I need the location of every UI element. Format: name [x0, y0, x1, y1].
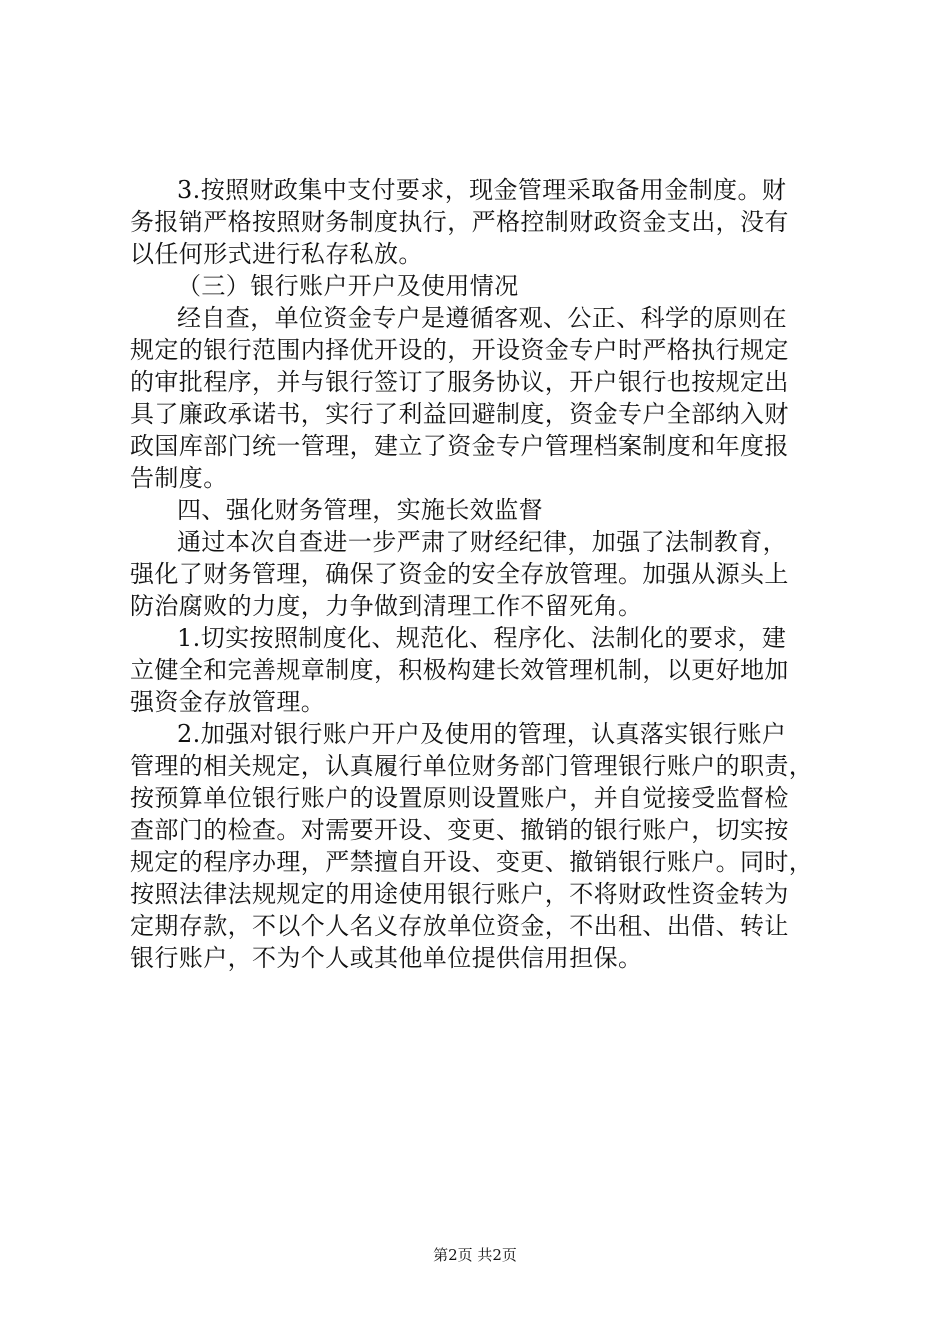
paragraph-line: 按照法律法规规定的用途使用银行账户，不将财政性资金转为 — [130, 880, 789, 908]
paragraph-line: 务报销严格按照财务制度执行，严格控制财政资金支出，没有 — [130, 208, 789, 236]
paragraph-line: 以任何形式进行私存私放。 — [130, 240, 423, 268]
paragraph-line: 防治腐败的力度，力争做到清理工作不留死角。 — [130, 592, 643, 620]
paragraph-line: 经自查，单位资金专户是遵循客观、公正、科学的原则在 — [177, 304, 787, 332]
paragraph-line: 立健全和完善规章制度，积极构建长效管理机制，以更好地加 — [130, 656, 789, 684]
paragraph-line: 银行账户，不为个人或其他单位提供信用担保。 — [130, 944, 643, 972]
section-heading: （三）银行账户开户及使用情况 — [177, 272, 519, 300]
paragraph-line: 3.按照财政集中支付要求，现金管理采取备用金制度。财 — [177, 176, 787, 204]
paragraph-line: 规定的银行范围内择优开设的，开设资金专户时严格执行规定 — [130, 336, 789, 364]
paragraph-line: 按预算单位银行账户的设置原则设置账户，并自觉接受监督检 — [130, 784, 789, 812]
paragraph-line: 规定的程序办理，严禁擅自开设、变更、撤销银行账户。同时， — [130, 848, 814, 876]
paragraph-line: 强资金存放管理。 — [130, 688, 326, 716]
paragraph-line: 告制度。 — [130, 464, 228, 492]
paragraph-line: 强化了财务管理，确保了资金的安全存放管理。加强从源头上 — [130, 560, 789, 588]
document-body — [130, 174, 840, 974]
paragraph-line: 查部门的检查。对需要开设、变更、撤销的银行账户，切实按 — [130, 816, 789, 844]
paragraph-line: 管理的相关规定，认真履行单位财务部门管理银行账户的职责， — [130, 752, 814, 780]
paragraph-line: 政国库部门统一管理，建立了资金专户管理档案制度和年度报 — [130, 432, 789, 460]
paragraph-line: 具了廉政承诺书，实行了利益回避制度，资金专户全部纳入财 — [130, 400, 789, 428]
paragraph-line: 1.切实按照制度化、规范化、程序化、法制化的要求，建 — [177, 624, 787, 652]
paragraph-line: 定期存款，不以个人名义存放单位资金，不出租、出借、转让 — [130, 912, 789, 940]
paragraph-line: 2.加强对银行账户开户及使用的管理，认真落实银行账户 — [177, 720, 787, 748]
paragraph-line: 通过本次自查进一步严肃了财经纪律，加强了法制教育， — [177, 528, 787, 556]
paragraph-line: 的审批程序，并与银行签订了服务协议，开户银行也按规定出 — [130, 368, 789, 396]
section-heading: 四、强化财务管理，实施长效监督 — [177, 496, 543, 524]
page-number-footer: 第2页 共2页 — [433, 1246, 517, 1264]
